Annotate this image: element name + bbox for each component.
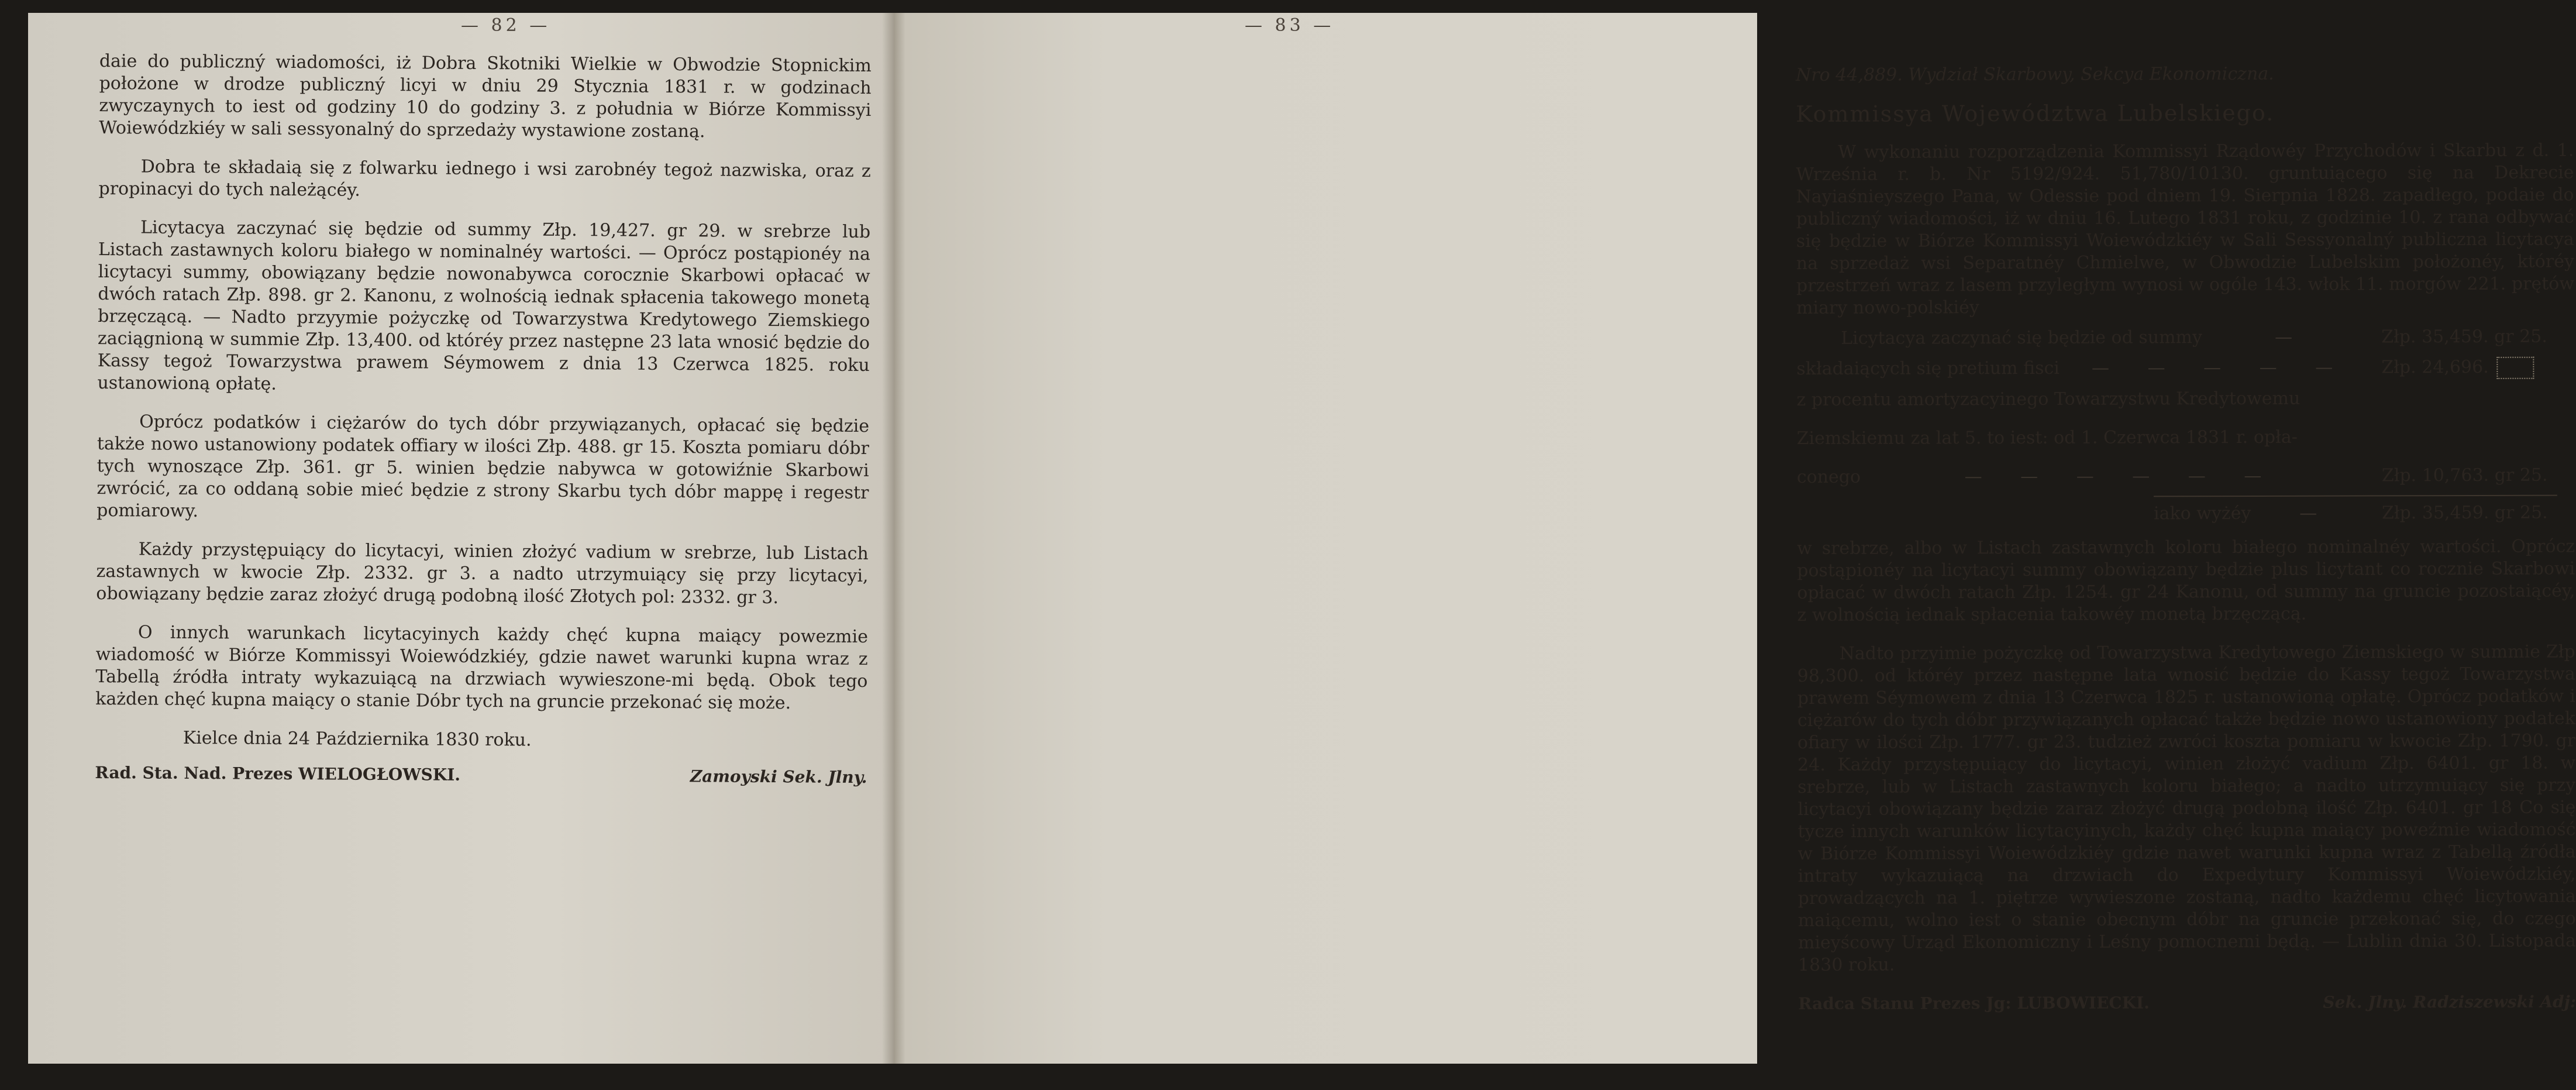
right-paragraph-1: w srebrze, albo w Listach zastawnych koloru białego nominalnéy wartości. Oprócz postąpionéy na licytacyi summy obowiązany będzie plus licytant co rocznie Skarbowi opłacać w dwóch ratach Złp. 1254. gr 24 Kanonu, od summy na gruncie pozostaiącéy, z wolnością iednak spłacenia takowéy monetą brzęczącą.	[1797, 536, 2575, 625]
right-body	[1797, 536, 2576, 976]
sum-rule	[2154, 495, 2557, 497]
amount-start-label: Licytacya zaczynać się będzie od summy	[1841, 327, 2202, 349]
right-paragraph-2: Nadto przyimie pożyczkę od Towarzystwa Kredytowego Ziemskiego w summie Złp 98,300. od któréy przez następne lata wnosić będzie do Kassy tegoż Towarzystwa prawem Séymowem z dnia 13 Czerwca 1825 r. ustanowioną opłatę. Oprócz podatków i ciężarów do tych dóbr przywiązanych opłacać także będzie nowo ustanowiony podatek ofiary w ilości Złp. 1777. gr 23. tudzież zwróci koszta pomiaru w kwocie Złp. 1790. gr 24. Każdy przystępuiący do licytacyi, winien złożyć vadium Złp. 6401. gr 18. w srebrze, lub w Listach zastawnych koloru białego; a nadto utrzymuiący się przy licytacyi obowiązany będzie zaraz złożyć drugą podobną ilość Złp. 6401. gr 18 Co się tycze innych warunków licytacyinych, każdy chęć kupna maiący poweźmie wiadomość w Biórze Kommissyi Woiewódzkiéy gdzie nawet warunki kupna wraz z Tabellą źródła intraty wykazuiącą na drzwiach do Expedytury Kommissyi Woiewódzkiéy, prowadzących na 1. piętrze wywieszone zostaną, nadto każdemu chęć licytowania maiącemu, wolno iest o stanie obecnym dóbr na gruncie przekonać się, do czego mieyścowy Urząd Ekonomiczny i Leśny pomocnemi będą. — Lublin dnia 30. Listopada 1830 roku.	[1797, 641, 2576, 975]
right-page-number: — 83 —	[1245, 15, 1335, 36]
right-signature-secretary: Sek. Jlny. Radziszewski Adj:	[2323, 992, 2576, 1012]
left-signature-secretary: Zamoyski Sek. Jlny.	[690, 766, 867, 788]
right-intro: W wykonaniu rozporządzenia Kommissyi Rządowéy Przychodów i Skarbu z d. 1. Września r. b. Nr 5192/924. 51,780/10130. gruntuiącego się na Dekrecie Nayiaśnieyszego Pana, w Odessie pod dniem 19. Sierpnia 1828. zapadłego, podaie do publiczný wiadomości, iż w dniu 16. Lutego 1831 roku, z godzinie 10. z rana odbywać się będzie w Biórze Kommissyi Woiewódzkiéy w Sali Sessyonalný publiczna licytacya na sprzedaż wsi Separatnéy Chmielwe, w Obwodzie Lubelskim położonéy, któréy przestrzeń wraz z lasem przyległym wynosi w ogóle 143. włok 11. morgów 221. prętów miary nowo-polskiéy	[1796, 140, 2575, 318]
book-gutter	[882, 13, 905, 1064]
amount-row-pretium	[1796, 356, 2574, 381]
left-paragraph-5: Każdy przystępuiący do licytacyi, winien złożyć vadium w srebrze, lub Listach zastawnych w kwocie Złp. 2332. gr 3. a nadto utrzymuiący się przy licytacyi, obowiązany będzie zaraz złożyć drugą podobną ilość Złotych pol: 2332. gr 3.	[96, 539, 869, 608]
left-paragraph-4: Oprócz podatków i ciężarów do tych dóbr przywiązanych, opłacać się będzie także nowo ustanowiony podatek offiary w ilości Złp. 488. gr 15. Koszta pomiaru dóbr tych wynoszące Złp. 361. gr 5. winien będzie nabywca w gotowiźnie Skarbowi zwrócić, za co oddaną sobie mieć będzie z strony Skarbu tych dóbr mappę i regestr pomiarowy.	[97, 411, 870, 522]
ink-stamp-mark	[2497, 357, 2534, 379]
amortization-label-1: z procentu amortyzacyinego Towarzystwu Kredytowemu	[1796, 388, 2301, 410]
amount-start-dashes: —	[2275, 326, 2309, 348]
amount-pretium-value	[2381, 356, 2574, 380]
amount-row-amortization	[1797, 465, 2575, 489]
left-paragraph-6: O innych warunkach licytacyinych każdy chęć kupna maiący powezmie wiadomość w Biórze Kommissyi Woiewódzkiéy, gdzie nawet warunki kupna wraz z Tabellą źródła intraty wykazuiącą na drzwiach wywieszone-mi będą. Obok tego każden chęć kupna maiący o stanie Dóbr tych na gruncie przekonać się może.	[95, 622, 869, 714]
total-label: iako wyżéy	[2153, 503, 2251, 524]
left-paragraph-3: Licytacya zaczynać się będzie od summy Złp. 19,427. gr 29. w srebrze lub Listach zastawnych koloru białego w nominalnéy wartości. — Oprócz postąpionéy na licytacyi summy, obowiązany będzie nowonabywca corocznie Skarbowi opłacać w dwóch ratach Złp. 898. gr 2. Kanonu, z wolnością iednak spłacenia takowego monetą brzęczącą. — Nadto przyymie pożyczkę od Towarzystwa Kredytowego Ziemskiego zaciągnioną w summie Złp. 13,400. od któréy przez następne 23 lata wnosić będzie do Kassy tegoż Towarzystwa prawem Séymowem z dnia 13 Czerwca 1825. roku ustanowioną opłatę.	[97, 217, 871, 394]
left-paragraph-2: Dobra te składaią się z folwarku iednego i wsi zarobnéy tegoż nazwiska, oraz z propinacyi do tych należącéy.	[98, 156, 871, 201]
left-page-number: — 82 —	[461, 15, 551, 36]
left-page-text	[95, 50, 872, 789]
right-page-text	[1796, 63, 2576, 1015]
total-dashes: —	[2299, 503, 2334, 524]
right-signature-president: Radca Stanu Prezes Jg: LUBOWIECKI.	[1798, 993, 2150, 1013]
left-page	[28, 13, 894, 1064]
amount-pretium-label: składaiących się pretium fisci	[1796, 357, 2060, 379]
amortization-value: Złp. 10,763. gr 25.	[2381, 465, 2548, 486]
right-header: Nro 44,889. Wydział Skarbowy, Sekcya Ekonomiczna.	[1796, 63, 2274, 85]
left-paragraph-1: daie do publiczný wiadomości, iż Dobra Skotniki Wielkie w Obwodzie Stopnickim położone w drodze publiczný licyi w dniu 29 Stycznia 1831 r. w godzinach zwyczaynych to iest od godziny 10 do godziny 3. z południa w Biórze Kommissyi Woiewódzkiéy w sali sessyonalný do sprzedaży wystawione zostaną.	[99, 50, 872, 142]
amount-pretium-value-text: Złp. 24,696.	[2381, 356, 2489, 378]
book-spread	[28, 13, 2576, 1064]
amount-row-total	[2154, 502, 2575, 525]
amount-row-start	[1841, 326, 2574, 350]
right-page	[894, 13, 2576, 1064]
right-title: Kommissya Województwa Lubelskiego.	[1796, 99, 2275, 127]
left-date-line: Kielce dnia 24 Października 1830 roku.	[182, 727, 532, 751]
amortization-label-2: Ziemskiemu za lat 5. to iest: od 1. Czerwca 1831 r. opła-	[1796, 427, 2298, 449]
amount-pretium-dashes: — — — — —	[2091, 357, 2350, 379]
amortization-label-3: conego	[1796, 466, 1861, 487]
left-signature-president: Rad. Sta. Nad. Prezes WIELOGŁOWSKI.	[95, 762, 461, 785]
left-signatures	[95, 762, 867, 789]
amortization-dashes: — — — — — —	[1964, 465, 2278, 487]
amount-start-value: Złp. 35,459. gr 25.	[2381, 326, 2547, 348]
total-value: Złp. 35,459. gr 25.	[2381, 502, 2548, 524]
right-signatures	[1798, 991, 2576, 1015]
